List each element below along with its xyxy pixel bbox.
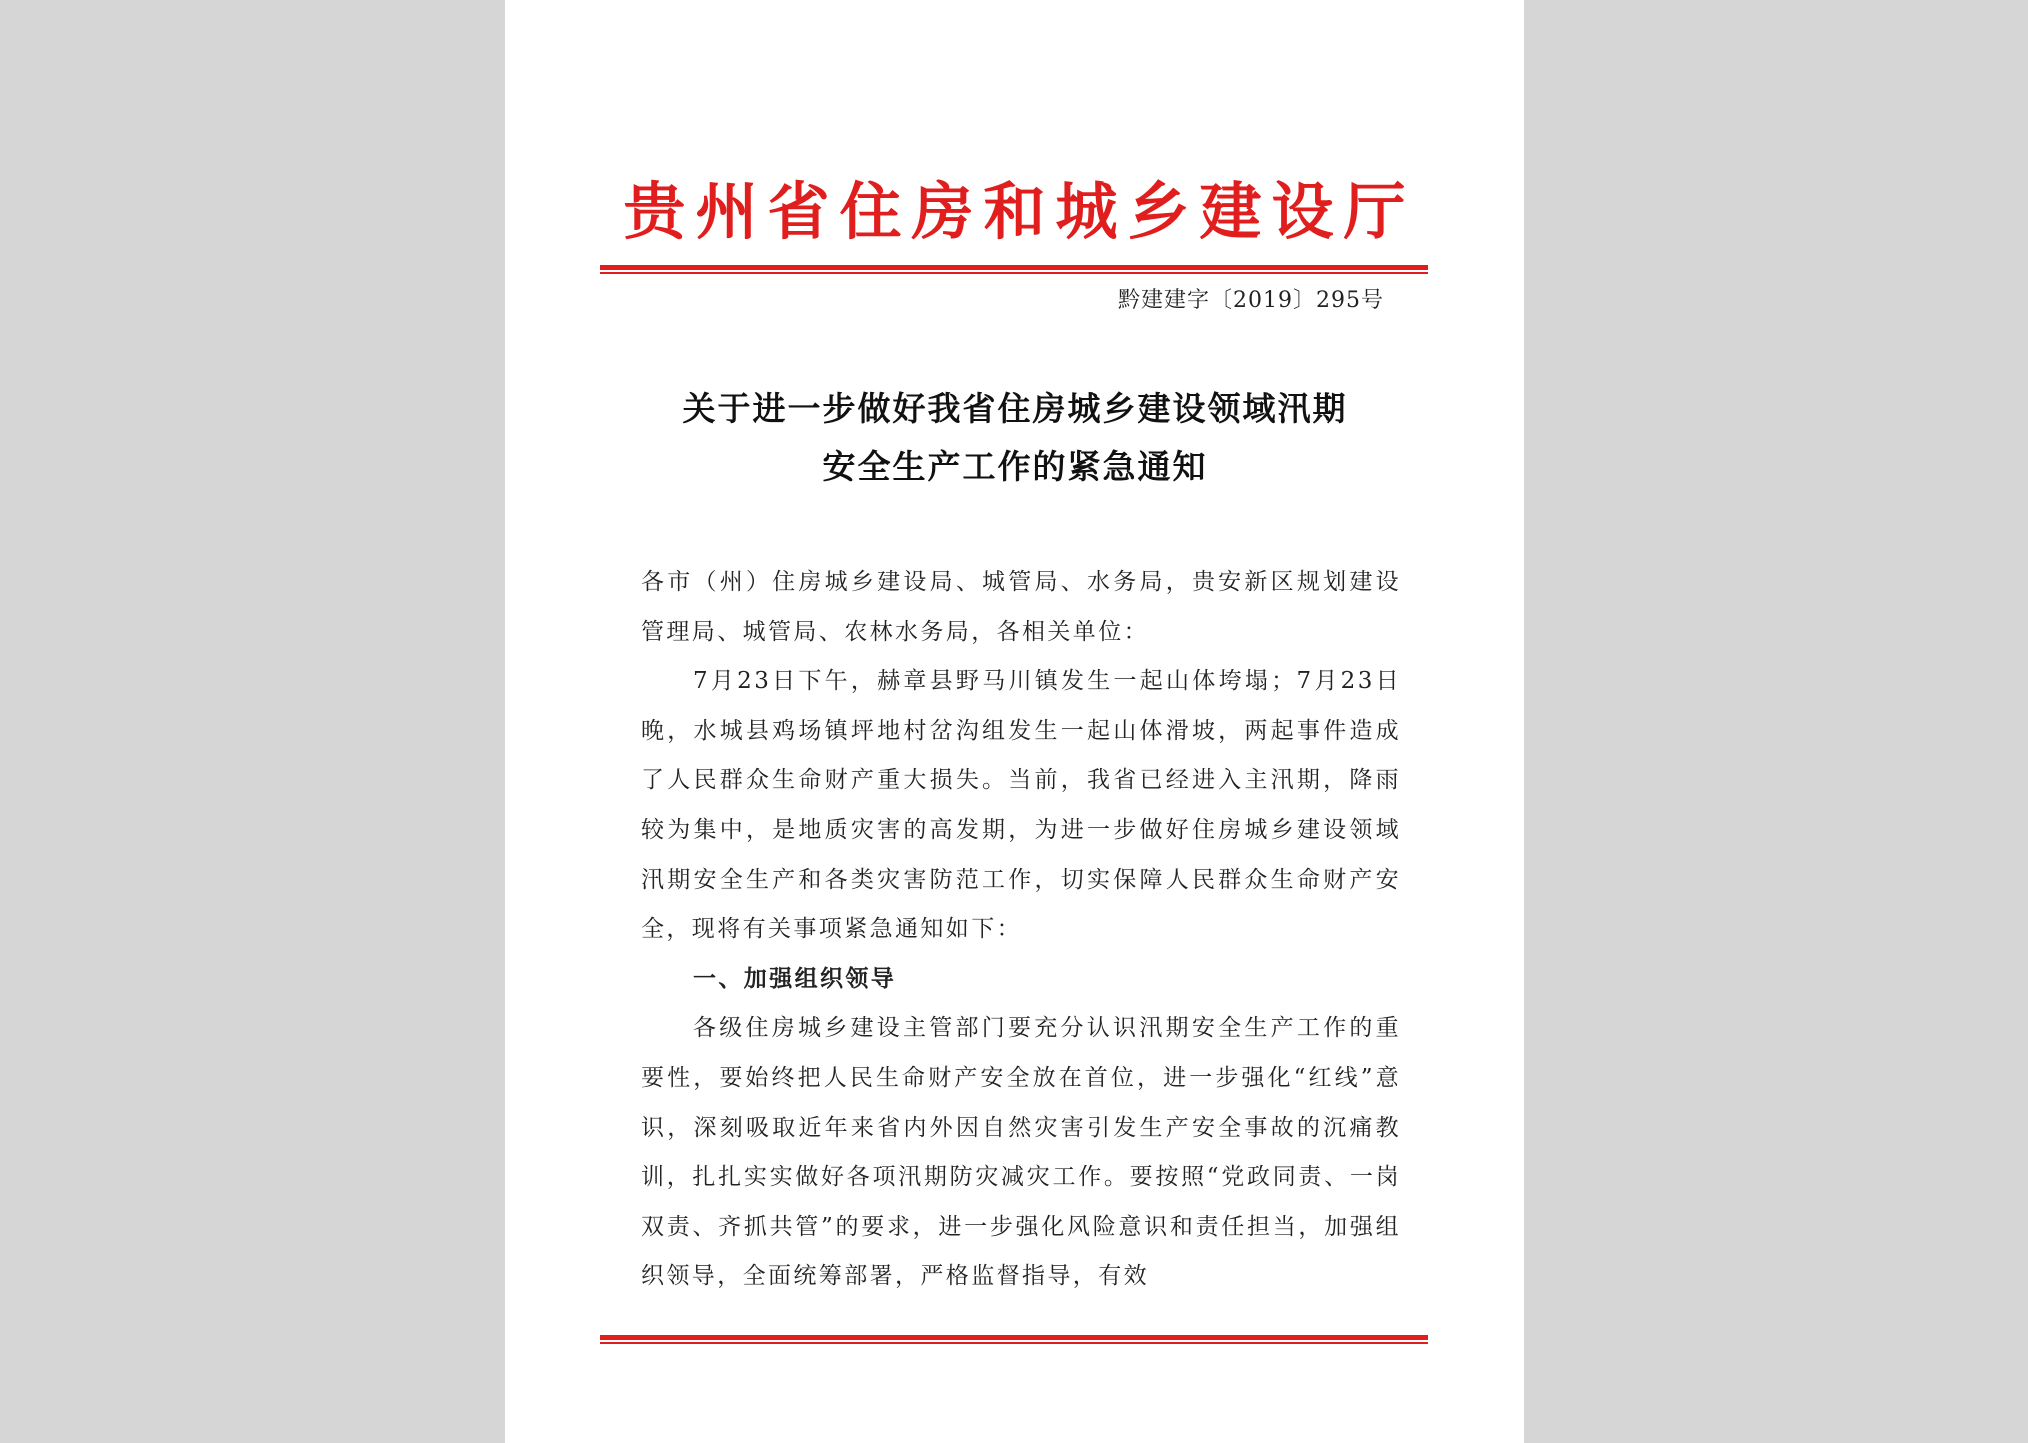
salutation: 各市（州）住房城乡建设局、城管局、水务局，贵安新区规划建设管理局、城管局、农林水务局，各相关单位： xyxy=(641,569,1401,645)
red-rule-thick xyxy=(600,265,1428,270)
issuer-letterhead: 贵州省住房和城乡建设厅 xyxy=(623,175,1416,248)
document-number: 黔建建字〔2019〕295号 xyxy=(1118,288,1384,313)
title-line-1: 关于进一步做好我省住房城乡建设领域汛期 xyxy=(682,389,1348,428)
red-rule-thin xyxy=(600,1342,1428,1344)
red-rule-thin xyxy=(600,272,1428,274)
footer-red-rule xyxy=(600,1335,1428,1344)
body-paragraph: 7月23日下午，赫章县野马川镇发生一起山体垮塌；7月23日晚，水城县鸡场镇坪地村岔沟组发生一起山体滑坡，两起事件造成了人民群众生命财产重大损失。当前，我省已经进入主汛期，降雨较为集中，是地质灾害的高发期，为进一步做好住房城乡建设领域汛期安全生产和各类灾害防范工作，切实保障人民群众生命财产安全，现将有关事项紧急通知如下： xyxy=(641,668,1401,943)
red-rule-thick xyxy=(600,1335,1428,1340)
body-paragraph: 各级住房城乡建设主管部门要充分认识汛期安全生产工作的重要性，要始终把人民生命财产安全放在首位，进一步强化“红线”意识，深刻吸取近年来省内外因自然灾害引发生产安全事故的沉痛教训，扎扎实实做好各项汛期防灾减灾工作。要按照“党政同责、一岗双责、齐抓共管”的要求，进一步强化风险意识和责任担当，加强组织领导，全面统筹部署，严格监督指导，有效 xyxy=(641,1015,1401,1290)
letterhead-red-rule xyxy=(600,265,1428,274)
section-heading: 一、加强组织领导 xyxy=(693,965,897,992)
document-page xyxy=(505,0,1524,1443)
document-body xyxy=(641,558,1401,1302)
title-line-2: 安全生产工作的紧急通知 xyxy=(822,447,1208,486)
document-title xyxy=(605,380,1425,496)
